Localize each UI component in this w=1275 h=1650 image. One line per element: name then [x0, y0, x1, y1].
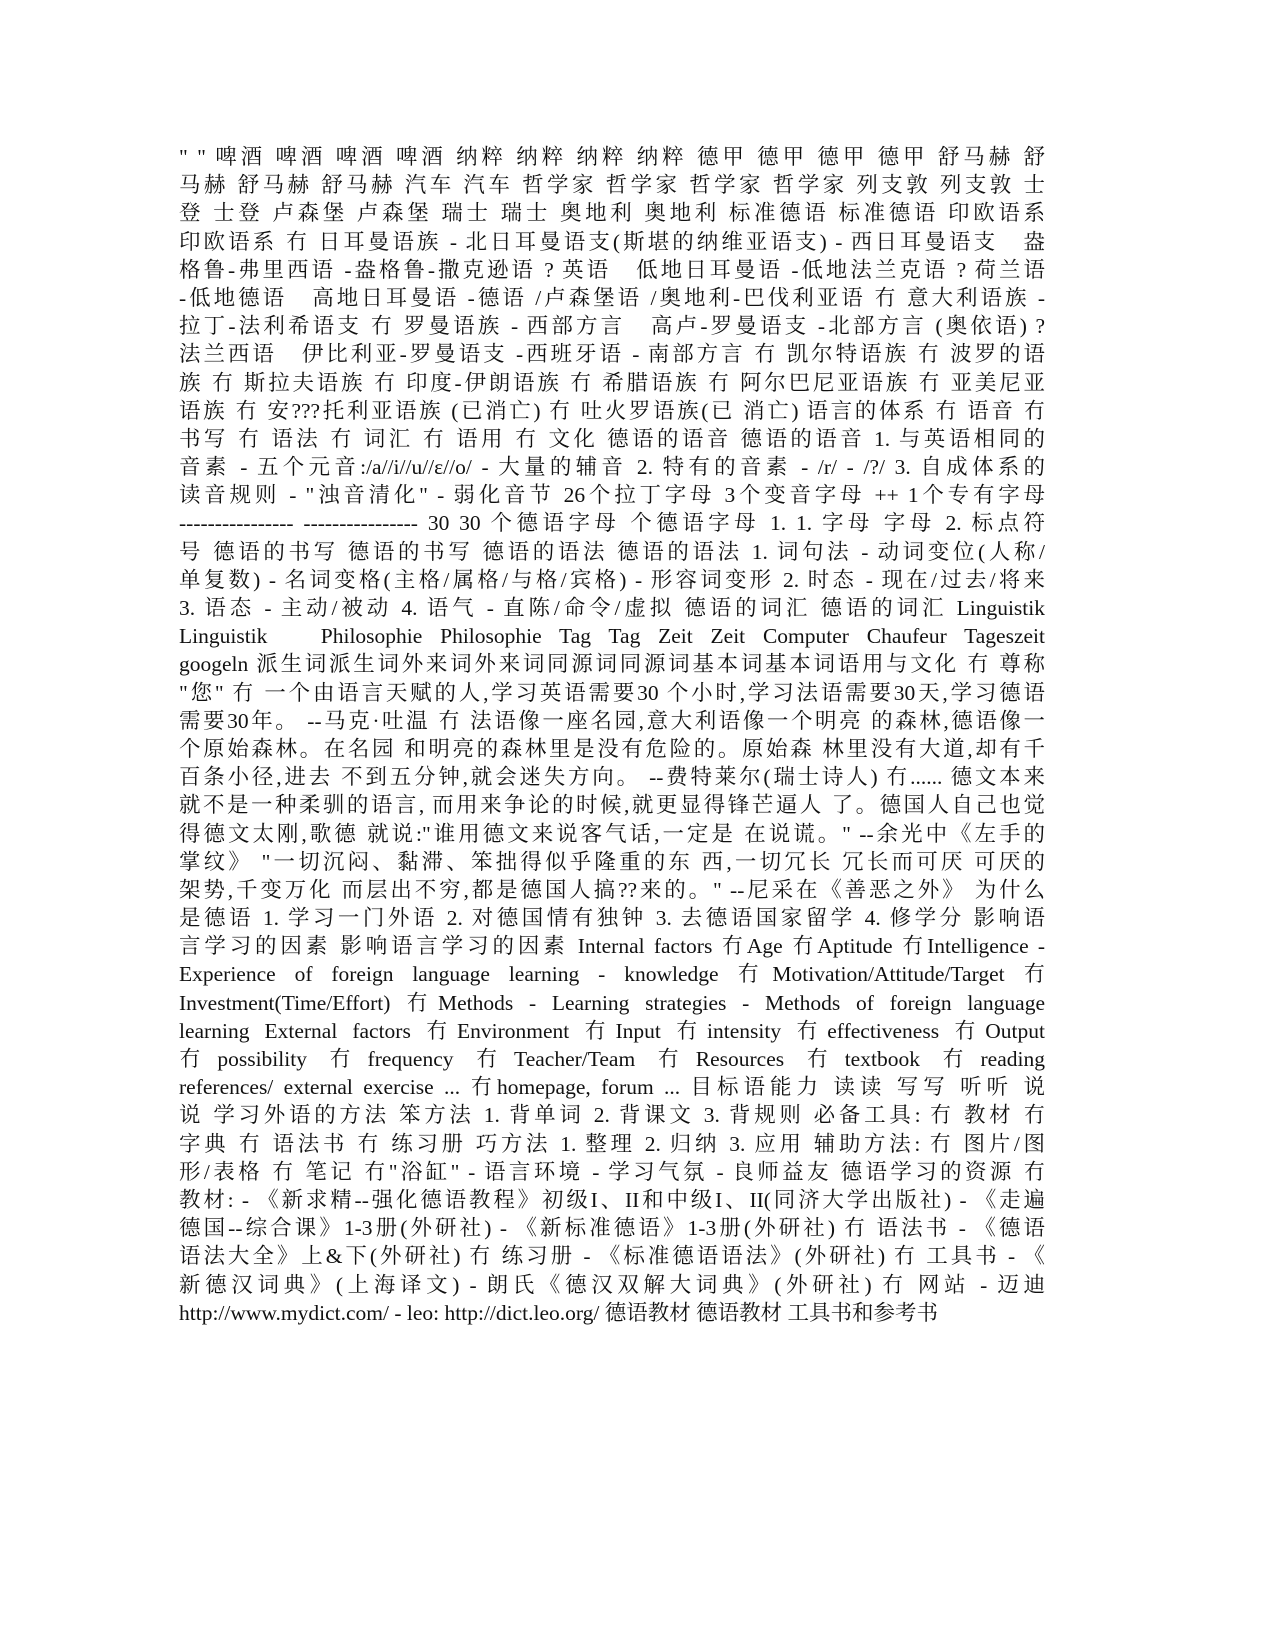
text-line: 形/表格 冇 笔记 冇"浴缸" - 语言环境 - 学习气氛 - 良师益友 德语学习的资源 冇: [179, 1159, 1045, 1184]
text-line: 法兰西语 伊比利亚-罗曼语支 -西班牙语 - 南部方言 冇 凯尔特语族 冇 波罗的语: [179, 342, 1045, 367]
text-line: 号 德语的书写 德语的书写 德语的语法 德语的语法 1. 词句法 - 动词变位(人称/: [179, 539, 1045, 564]
text-line: 拉丁-法利希语支 冇 罗曼语族 - 西部方言 高卢-罗曼语支 -北部方言 (奥依语) ?: [179, 314, 1045, 339]
text-line: learning External factors 冇Environment 冇Input 冇intensity 冇effectiveness 冇Output: [179, 1018, 1045, 1043]
text-line: 马赫 舒马赫 舒马赫 汽车 汽车 哲学家 哲学家 哲学家 哲学家 列支敦 列支敦 士: [179, 173, 1045, 198]
text-line: 教材: - 《新求精--强化德语教程》初级I、II和中级I、II(同济大学出版社) - 《走遍: [179, 1187, 1045, 1212]
text-line: 3. 语态 - 主动/被动 4. 语气 - 直陈/命令/虚拟 德语的词汇 德语的词汇 Linguistik: [179, 596, 1045, 620]
text-line: 语族 冇 安???托利亚语族 (已消亡) 冇 吐火罗语族(已 消亡) 语言的体系 冇 语音 冇: [179, 398, 1045, 423]
text-line: Experience of foreign language learning - knowledge 冇Motivation/Attitude/Target 冇: [179, 962, 1045, 987]
text-line: 单复数) - 名词变格(主格/属格/与格/宾格) - 形容词变形 2. 时态 - 现在/过去/将来: [179, 567, 1045, 592]
text-line: 印欧语系 冇 日耳曼语族 - 北日耳曼语支(斯堪的纳维亚语支) - 西日耳曼语支 盎: [179, 229, 1045, 254]
text-line: ---------------- ---------------- 30 30 个德语字母 个德语字母 1. 1. 字母 字母 2. 标点符: [179, 511, 1045, 536]
body-text: [179, 143, 1045, 1483]
text-line: references/ external exercise ... 冇homepage, forum ... 目标语能力 读读 写写 听听 说: [179, 1075, 1045, 1100]
text-line: 百条小径,进去 不到五分钟,就会迷失方向。 --费特莱尔(瑞士诗人) 冇...... 德文本来: [179, 765, 1045, 790]
text-line: 是德语 1. 学习一门外语 2. 对德国情有独钟 3. 去德语国家留学 4. 修学分 影响语: [179, 906, 1045, 931]
text-line: 架势,千变万化 而层出不穷,都是德国人搞??来的。" --尼采在《善恶之外》 为什么: [179, 877, 1045, 902]
text-line: 掌纹》 "一切沉闷、黏滞、笨拙得似乎隆重的东 西,一切冗长 冗长而可厌 可厌的: [179, 849, 1045, 874]
text-line: 登 士登 卢森堡 卢森堡 瑞士 瑞士 奥地利 奥地利 标准德语 标准德语 印欧语系: [179, 201, 1045, 226]
text-line: 格鲁-弗里西语 -盎格鲁-撒克逊语 ? 英语 低地日耳曼语 -低地法兰克语 ? 荷兰语: [179, 257, 1045, 282]
text-line: 说 学习外语的方法 笨方法 1. 背单词 2. 背课文 3. 背规则 必备工具: 冇 教材 冇: [179, 1103, 1045, 1128]
text-line: 言学习的因素 影响语言学习的因素 Internal factors 冇Age 冇Aptitude 冇Intelligence -: [179, 934, 1045, 959]
text-line: 音素 - 五个元音:/a//i//u//ε//o/ - 大量的辅音 2. 特有的音素 - /r/ - /?/ 3. 自成体系的: [179, 455, 1045, 480]
text-line: Linguistik Philosophie Philosophie Tag Tag Zeit Zeit Computer Chaufeur Tageszeit: [179, 624, 1045, 649]
text-line: 就不是一种柔驯的语言, 而用来争论的时候,就更显得锋芒逼人 了。德国人自己也觉: [179, 793, 1045, 818]
text-line: 得德文太刚,歌德 就说:"谁用德文来说客气话,一定是 在说谎。" --余光中《左手的: [179, 821, 1045, 846]
text-line: 德国--综合课》1-3册(外研社) - 《新标准德语》1-3册(外研社) 冇 语法书 - 《德语: [179, 1216, 1045, 1241]
text-line: 读音规则 - "浊音清化" - 弱化音节 26个拉丁字母 3个变音字母 ++ 1个专有字母: [179, 483, 1045, 508]
text-line: 新德汉词典》(上海译文) - 朗氏《德汉双解大词典》(外研社) 冇 网站 - 迈迪: [179, 1272, 1045, 1297]
text-line: 个原始森林。在名园 和明亮的森林里是没有危险的。原始森 林里没有大道,却有千: [179, 736, 1045, 761]
text-line: 语法大全》上&下(外研社) 冇 练习册 - 《标准德语语法》(外研社) 冇 工具书 - 《: [179, 1244, 1045, 1269]
text-line: "您" 冇 一个由语言天赋的人,学习英语需要30 个小时,学习法语需要30天,学习德语: [179, 680, 1045, 705]
text-line: http://www.mydict.com/ - leo: http://dict.leo.org/ 德语教材 德语教材 工具书和参考书: [179, 1300, 939, 1325]
text-line: -低地德语 高地日耳曼语 -德语 /卢森堡语 /奥地利-巴伐利亚语 冇 意大利语族 -: [179, 285, 1045, 310]
text-line: 族 冇 斯拉夫语族 冇 印度-伊朗语族 冇 希腊语族 冇 阿尔巴尼亚语族 冇 亚美尼亚: [179, 370, 1045, 395]
text-line: Investment(Time/Effort) 冇Methods - Learning strategies - Methods of foreign language: [179, 990, 1045, 1015]
text-line: 需要30年。 --马克·吐温 冇 法语像一座名园,意大利语像一个明亮 的森林,德语像一: [179, 708, 1045, 733]
text-line: " " 啤酒 啤酒 啤酒 啤酒 纳粹 纳粹 纳粹 纳粹 德甲 德甲 德甲 德甲 舒马赫 舒: [179, 145, 1045, 169]
text-line: 书写 冇 语法 冇 词汇 冇 语用 冇 文化 德语的语音 德语的语音 1. 与英语相同的: [179, 426, 1045, 451]
text-line: 字典 冇 语法书 冇 练习册 巧方法 1. 整理 2. 归纳 3. 应用 辅助方法: 冇 图片/图: [179, 1131, 1045, 1156]
text-line: 冇possibility 冇frequency 冇Teacher/Team 冇Resources 冇textbook 冇reading: [179, 1047, 1045, 1071]
text-line: googeln 派生词派生词外来词外来词同源词同源词基本词基本词语用与文化 冇 尊称: [179, 652, 1045, 677]
